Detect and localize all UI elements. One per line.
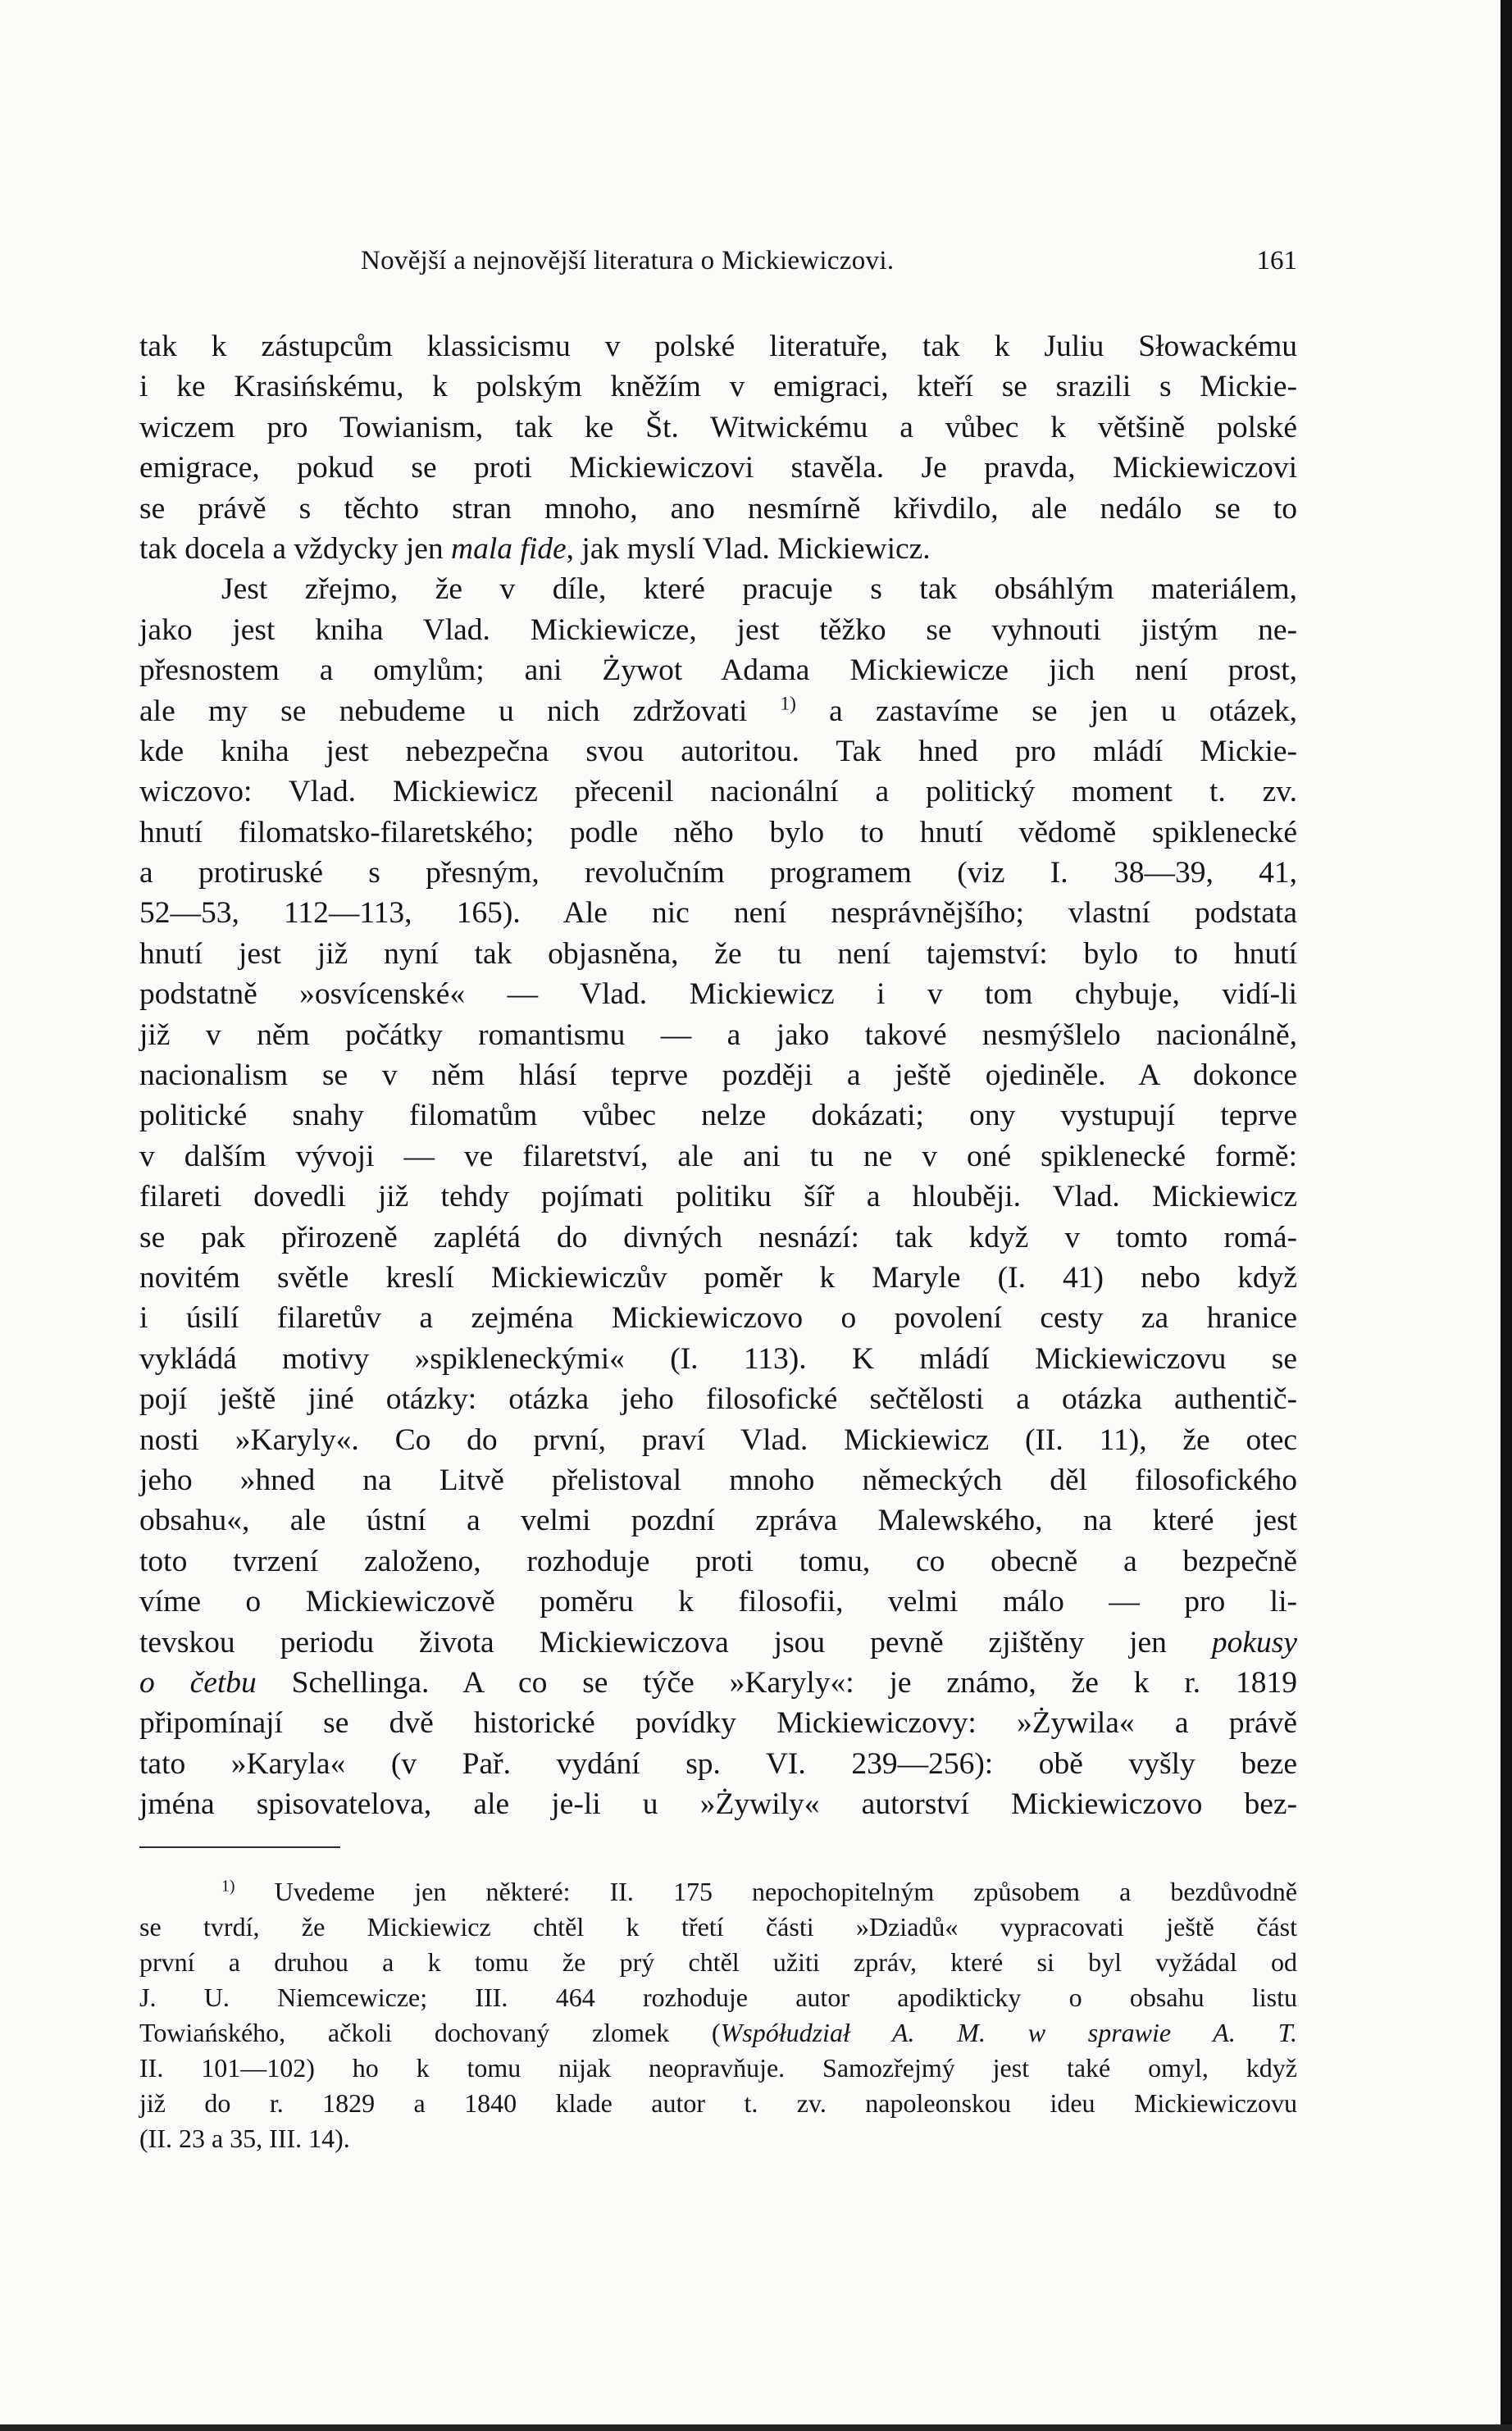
- text-line: vykládá motivy »spikleneckými« (I. 113). K mládí Mickiewiczovu se: [139, 1341, 1297, 1376]
- text-line: hnutí jest již nyní tak objasněna, že tu není tajemství: bylo to hnutí: [139, 936, 1297, 971]
- text-line: nosti »Karyly«. Co do první, praví Vlad. Mickiewicz (II. 11), že otec: [139, 1423, 1297, 1457]
- footnote-line: již do r. 1829 a 1840 klade autor t. zv. napoleonskou ideu Mickiewiczovu: [139, 2088, 1297, 2118]
- text-line: [139, 691, 1297, 731]
- text-line: toto tvrzení založeno, rozhoduje proti tomu, co obecně a bezpečně: [139, 1544, 1297, 1578]
- footnote-line: první a druhou a k tomu že prý chtěl užiti zpráv, které si byl vyžádal od: [139, 1947, 1297, 1977]
- italic-phrase: o četbu: [139, 1665, 257, 1700]
- text-line: podstatně »osvícenské« — Vlad. Mickiewicz i v tom chybuje, vidí-li: [139, 977, 1297, 1012]
- text-line: [139, 1663, 1297, 1703]
- text-line: tato »Karyla« (v Pař. vydání sp. VI. 239—256): obě vyšly beze: [139, 1746, 1297, 1781]
- text-span: tevskou periodu života Mickiewiczova jsou pevně zjištěny jen: [139, 1625, 1167, 1659]
- text-line: i úsilí filaretův a zejména Mickiewiczovo o povolení cesty za hranice: [139, 1301, 1297, 1336]
- footnote-line: J. U. Niemcewicze; III. 464 rozhoduje autor apodikticky o obsahu listu: [139, 1983, 1297, 2012]
- text-span: tak docela a vždycky jen: [139, 531, 444, 566]
- text-line: i ke Krasińskému, k polským kněžím v emigraci, kteří se srazili s Mickie-: [139, 370, 1297, 404]
- text-line: wiczovo: Vlad. Mickiewicz přecenil nacionální a politický moment t. zv.: [139, 775, 1297, 809]
- footnote-ref: 1): [780, 693, 796, 715]
- text-line: nacionalism se v něm hlásí teprve později a ještě ojediněle. A dokonce: [139, 1058, 1297, 1093]
- text-line: politické snahy filomatům vůbec nelze dokázati; ony vystupují teprve: [139, 1099, 1297, 1133]
- text-line: se právě s těchto stran mnoho, ano nesmírně křivdilo, ale nedálo se to: [139, 491, 1297, 526]
- text-line: jako jest kniha Vlad. Mickiewicze, jest těžko se vyhnouti jistým ne-: [139, 612, 1297, 647]
- footnote-separator: [139, 1846, 340, 1848]
- footnote-line: [139, 2015, 1297, 2051]
- text-line: [139, 1623, 1297, 1663]
- text-line: již v něm počátky romantismu — a jako takové nesmýšlelo nacionálně,: [139, 1017, 1297, 1052]
- text-line: pojí ještě jiné otázky: otázka jeho filosofické sečtělosti a otázka authentič-: [139, 1382, 1297, 1417]
- page-number: 161: [1256, 246, 1297, 275]
- text-line: a protiruské s přesným, revolučním programem (viz I. 38—39, 41,: [139, 856, 1297, 890]
- text-line: hnutí filomatsko-filaretského; podle něho bylo to hnutí vědomě spiklenecké: [139, 815, 1297, 849]
- text-line: se pak přirozeně zaplétá do divných nesnází: tak když v tomto romá-: [139, 1220, 1297, 1254]
- footnote-marker: 1): [221, 1877, 235, 1896]
- text-line: [139, 529, 1297, 569]
- footnote-line: [139, 1874, 1297, 1910]
- page-header: [361, 246, 1297, 287]
- scan-edge-right: [1501, 0, 1512, 2431]
- text-span: , jak myslí Vlad. Mickiewicz.: [566, 531, 931, 566]
- text-line: obsahu«, ale ústní a velmi pozdní zpráva Malewského, na které jest: [139, 1504, 1297, 1538]
- text-line: wiczem pro Towianism, tak ke Št. Witwickému a vůbec k většině polské: [139, 410, 1297, 444]
- text-line: tak k zástupcům klassicismu v polské literatuře, tak k Juliu Słowackému: [139, 330, 1297, 363]
- running-head: Novější a nejnovější literatura o Mickiewiczovi.: [361, 246, 895, 275]
- text-line: emigrace, pokud se proti Mickiewiczovi stavěla. Je pravda, Mickiewiczovi: [139, 451, 1297, 485]
- text-span: Towiańského, ačkoli dochovaný zlomek (: [139, 2018, 721, 2047]
- text-line: víme o Mickiewiczově poměru k filosofii, velmi málo — pro li-: [139, 1585, 1297, 1619]
- text-span: Schellinga. A co se týče »Karyly«: je známo, že k r. 1819: [256, 1665, 1297, 1700]
- footnote-line: se tvrdí, že Mickiewicz chtěl k třetí části »Dziadů« vypracovati ještě část: [139, 1912, 1297, 1942]
- text-line: 52—53, 112—113, 165). Ale nic není nesprávnějšího; vlastní podstata: [139, 896, 1297, 931]
- text-line: jeho »hned na Litvě přelistoval mnoho německých děl filosofického: [139, 1463, 1297, 1497]
- text-line: v dalším vývoji — ve filaretství, ale ani tu ne v oné spiklenecké formě:: [139, 1139, 1297, 1173]
- text-span: a zastavíme se jen u otázek,: [795, 694, 1297, 728]
- text-line: kde kniha jest nebezpečna svou autoritou. Tak hned pro mládí Mickie-: [139, 734, 1297, 768]
- body-text: [139, 326, 1297, 1824]
- text-line: jména spisovatelova, ale je-li u »Żywily« autorství Mickiewiczovo bez-: [139, 1787, 1297, 1822]
- text-line: připomínají se dvě historické povídky Mickiewiczovy: »Żywila« a právě: [139, 1706, 1297, 1741]
- italic-phrase: pokusy: [1211, 1625, 1297, 1659]
- text-span: Uvedeme jen některé: II. 175 nepochopitelným způsobem a bezdůvodně: [235, 1877, 1297, 1906]
- text-line: novitém světle kreslí Mickiewiczův poměr k Maryle (I. 41) nebo když: [139, 1260, 1297, 1295]
- footnote-line: (II. 23 a 35, III. 14).: [139, 2124, 350, 2153]
- text-span: ale my se nebudeme u nich zdržovati: [139, 694, 748, 728]
- scan-edge-bottom: [0, 2424, 1512, 2431]
- text-line: přesnostem a omylům; ani Żywot Adama Mickiewicze jich není prost,: [139, 653, 1297, 688]
- italic-title: Współudział A. M. w sprawie A. T.: [720, 2018, 1298, 2047]
- text-line: Jest zřejmo, že v díle, které pracuje s tak obsáhlým materiálem,: [221, 572, 1297, 607]
- italic-phrase: mala fide: [451, 531, 567, 566]
- footnote: [139, 1874, 1297, 2156]
- text-line: filareti dovedli již tehdy pojímati politiku šíř a hlouběji. Vlad. Mickiewicz: [139, 1180, 1297, 1214]
- footnote-line: II. 101—102) ho k tomu nijak neopravňuje. Samozřejmý jest také omyl, když: [139, 2053, 1297, 2083]
